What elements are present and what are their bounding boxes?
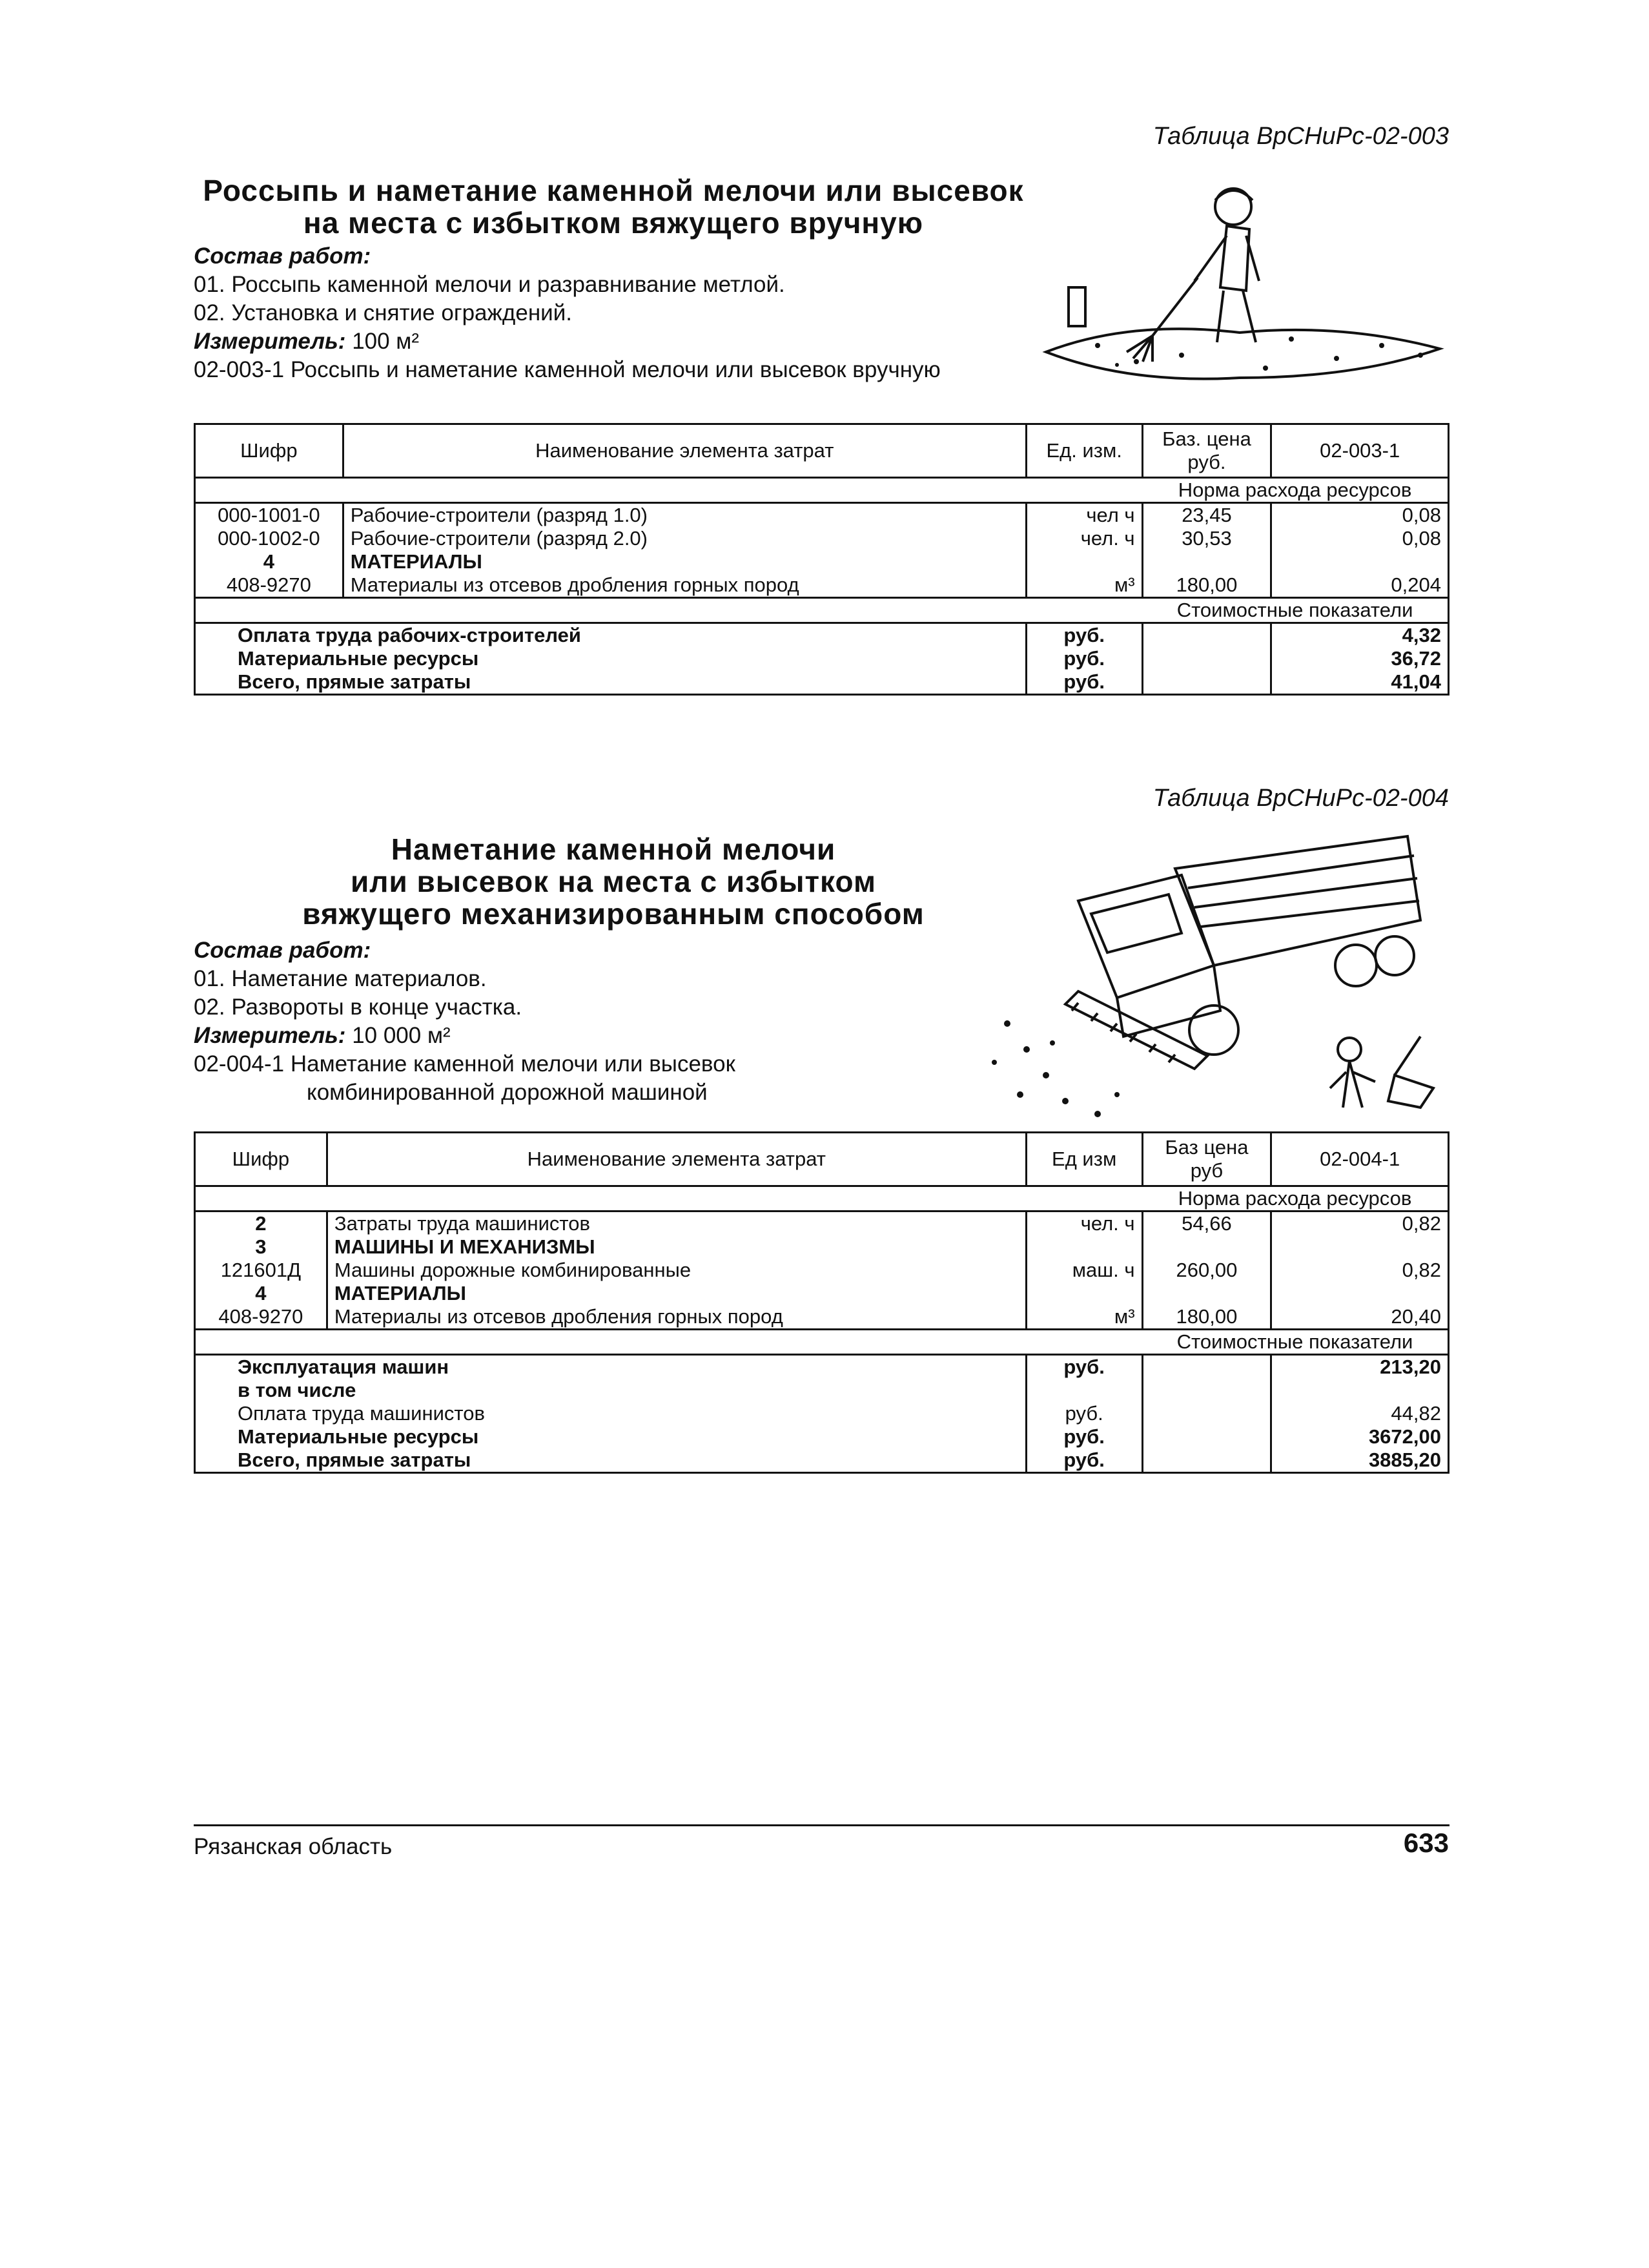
cost-row [195,1425,1449,1448]
footer-region: Рязанская область [194,1834,393,1859]
cell: 213,20 [1271,1355,1449,1379]
cell: 180,00 [1142,1305,1271,1330]
cell: 0,82 [1271,1259,1449,1282]
cost-row [195,647,1449,670]
cell: 3672,00 [1271,1425,1449,1448]
cell: Материалы из отсевов дробления горных пород [343,573,1026,598]
cell: 30,53 [1142,527,1271,550]
cell: Рабочие-строители (разряд 1.0) [343,503,1026,528]
table-header-row [195,1133,1449,1186]
cell: маш. ч [1026,1259,1142,1282]
cell: Машины дорожные комбинированные [327,1259,1026,1282]
norm-row [195,478,1449,503]
cell: МАТЕРИАЛЫ [343,550,1026,573]
footer-divider [194,1824,1449,1826]
cell: 000-1001-0 [195,503,343,528]
cell: Оплата труда рабочих-строителей [195,623,1027,648]
worker-sweeping-illustration [1033,171,1446,397]
cell: 4 [195,1282,327,1305]
col-header: Наименование элемента затрат [327,1133,1026,1186]
cell: 408-9270 [195,573,343,598]
resource-table [194,1131,1449,1474]
izmeritel-label: Измеритель: [194,1023,346,1048]
cell: чел. ч [1026,527,1142,550]
col-header: Шифр [195,1133,327,1186]
table-row [195,1235,1449,1259]
cell: 0,08 [1271,527,1449,550]
cell: Материальные ресурсы [195,1425,1027,1448]
cell: руб. [1026,1448,1142,1473]
cell: руб. [1026,670,1142,695]
cell: МАШИНЫ И МЕХАНИЗМЫ [327,1235,1026,1259]
col-header: Шифр [195,424,343,478]
cell: Рабочие-строители (разряд 2.0) [343,527,1026,550]
cell: 3 [195,1235,327,1259]
resource-table [194,423,1449,696]
col-header: 02-003-1 [1271,424,1449,478]
cell: в том числе [195,1379,1027,1402]
cell: м³ [1026,1305,1142,1330]
table-row [195,1305,1449,1330]
section-title [194,833,1033,930]
izmeritel-value: 10 000 м² [352,1023,451,1048]
title-line: Россыпь и наметание каменной мелочи или высевок [203,174,1024,207]
cell: Затраты труда машинистов [327,1211,1026,1236]
cell: МАТЕРИАЛЫ [327,1282,1026,1305]
cell: 121601Д [195,1259,327,1282]
cost-label: Стоимостные показатели [1142,1330,1448,1355]
step: 02. Развороты в конце участка. [194,995,522,1020]
section-title [194,174,1033,239]
cost-label: Стоимостные показатели [1142,598,1448,623]
table-header-row [195,424,1449,478]
norm-label: Норма расхода ресурсов [1142,1186,1448,1211]
col-header: Ед. изм. [1026,424,1142,478]
page-number: 633 [1403,1828,1449,1858]
cell: 20,40 [1271,1305,1449,1330]
table-row [195,1282,1449,1305]
cost-row [195,1355,1449,1379]
table-row [195,573,1449,598]
cell: 4 [195,550,343,573]
cell: руб. [1026,1355,1142,1379]
cell: Оплата труда машинистов [195,1402,1027,1425]
code-description: 02-003-1 Россыпь и наметание каменной мелочи или высевок вручную [194,357,941,382]
izmeritel-label: Измеритель: [194,329,346,354]
table-row [195,1211,1449,1236]
table-row [195,503,1449,528]
cell: Эксплуатация машин [195,1355,1027,1379]
cell: 36,72 [1271,647,1449,670]
cost-header-row [195,1330,1449,1355]
cost-row [195,1448,1449,1473]
cell: 41,04 [1271,670,1449,695]
col-header: 02-004-1 [1271,1133,1449,1186]
title-line: Наметание каменной мелочи [391,832,836,866]
title-line: вяжущего механизированным способом [302,897,925,931]
table-label: Таблица ВрСНиРс-02-003 [1152,123,1449,150]
work-composition [194,936,735,1107]
cell: 44,82 [1271,1402,1449,1425]
norm-label: Норма расхода ресурсов [1142,478,1448,503]
cell: чел ч [1026,503,1142,528]
cell: руб. [1026,623,1142,648]
cell: Материальные ресурсы [195,647,1027,670]
cell: 408-9270 [195,1305,327,1330]
col-header: Баз цена руб [1142,1133,1271,1186]
cell: Всего, прямые затраты [195,1448,1027,1473]
table-row [195,550,1449,573]
cell: 54,66 [1142,1211,1271,1236]
cell: 23,45 [1142,503,1271,528]
cell: руб. [1026,1425,1142,1448]
col-header: Ед изм [1026,1133,1142,1186]
cell: 2 [195,1211,327,1236]
cost-row [195,1379,1449,1402]
table-row [195,1259,1449,1282]
cell: чел. ч [1026,1211,1142,1236]
code-description: 02-004-1 Наметание каменной мелочи или высевок [194,1051,735,1077]
col-header: Баз. цена руб. [1142,424,1271,478]
cost-row [195,670,1449,695]
title-line: на места с избытком вяжущего вручную [303,206,924,240]
cell: руб. [1026,647,1142,670]
izmeritel-value: 100 м² [352,329,420,354]
cell [1271,1379,1449,1402]
cell: м³ [1026,573,1142,598]
cell: 260,00 [1142,1259,1271,1282]
step: 01. Наметание материалов. [194,966,487,991]
road-machine-illustration [968,817,1459,1133]
work-composition [194,242,941,384]
sostav-label: Состав работ: [194,243,371,269]
title-line: или высевок на места с избытком [350,865,876,898]
sostav-label: Состав работ: [194,938,371,963]
cell: 0,82 [1271,1211,1449,1236]
cell: 0,204 [1271,573,1449,598]
code-description: комбинированной дорожной машиной [307,1080,708,1105]
cost-row [195,1402,1449,1425]
table-row [195,527,1449,550]
cell: руб. [1026,1402,1142,1425]
table-label: Таблица ВрСНиРс-02-004 [1152,785,1449,812]
step: 01. Россыпь каменной мелочи и разравнивание метлой. [194,272,785,297]
cell: 4,32 [1271,623,1449,648]
step: 02. Установка и снятие ограждений. [194,300,572,325]
cost-header-row [195,598,1449,623]
cell: Материалы из отсевов дробления горных пород [327,1305,1026,1330]
cell: 3885,20 [1271,1448,1449,1473]
cell: Всего, прямые затраты [195,670,1027,695]
cell [1026,1379,1142,1402]
norm-row [195,1186,1449,1211]
cell: 0,08 [1271,503,1449,528]
cell: 180,00 [1142,573,1271,598]
col-header: Наименование элемента затрат [343,424,1026,478]
cell: 000-1002-0 [195,527,343,550]
cost-row [195,623,1449,648]
